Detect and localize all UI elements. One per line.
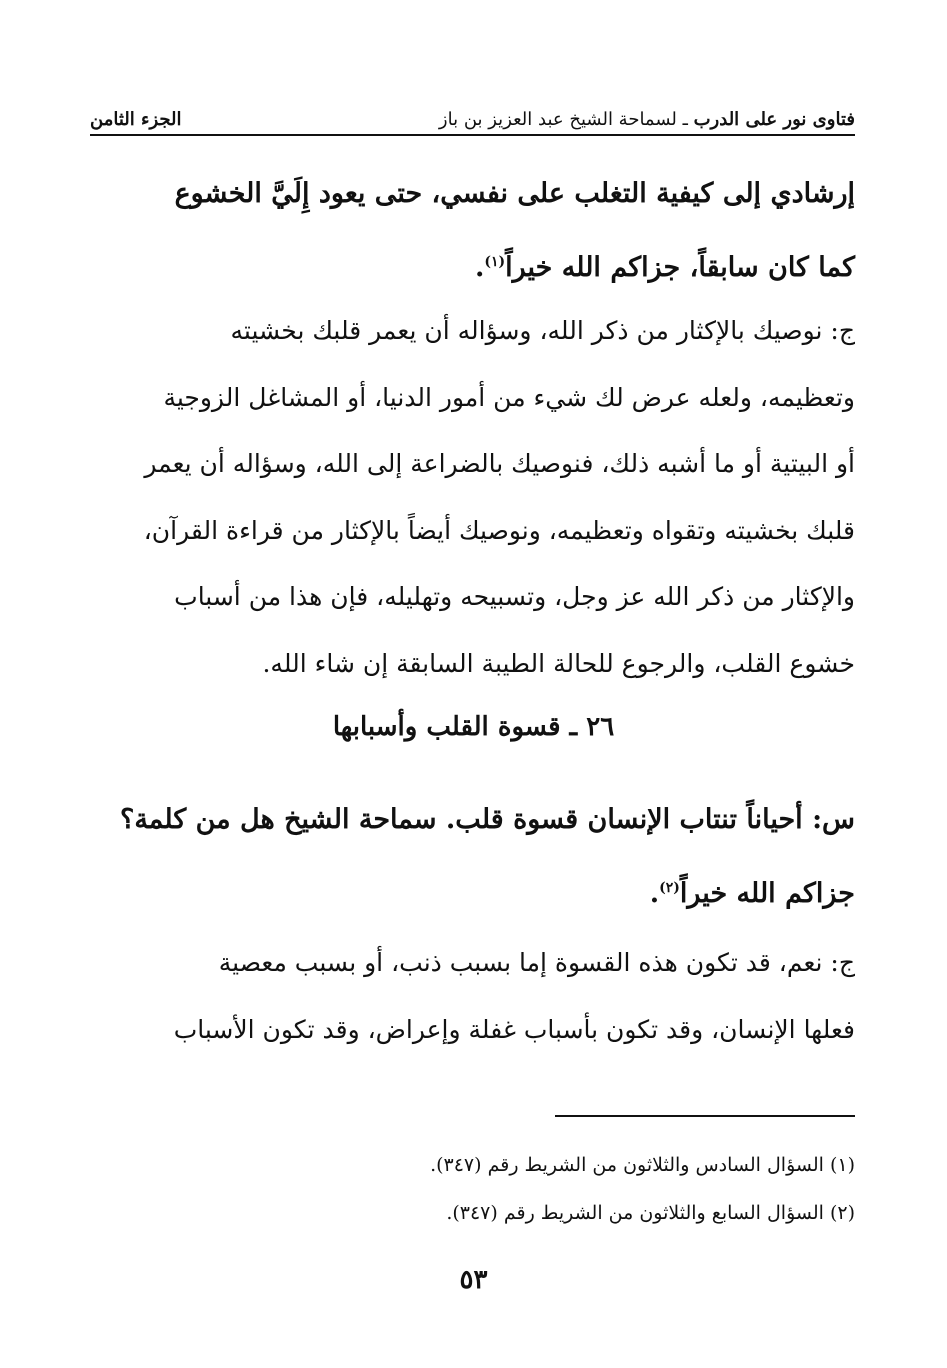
answer-1-line: أو البيتية أو ما أشبه ذلك، فنوصيك بالضراعة إلى الله، وسؤاله أن يعمر	[144, 449, 855, 478]
answer-1-line: قلبك بخشيته وتقواه وتعظيمه، ونوصيك أيضاً بالإكثار من قراءة القرآن،	[143, 515, 855, 545]
question-2-line: جزاكم الله خيراً$^{(٢)}$.	[649, 878, 855, 909]
answer-1-line: خشوع القلب، والرجوع للحالة الطيبة السابقة إن شاء الله.	[262, 648, 855, 678]
running-header	[90, 104, 855, 136]
footnote-ref-2: (٢)	[659, 880, 680, 896]
question-1	[88, 160, 855, 302]
footnote-1: (١) السؤال السادس والثلاثون من الشريط رقم (٣٤٧).	[430, 1154, 855, 1176]
footnote-separator	[555, 1115, 855, 1117]
header-part: الجزء الثامن	[90, 108, 182, 130]
answer-1-line: والإكثار من ذكر الله عز وجل، وتسبيحه وتهليله، فإن هذا من أسباب	[174, 582, 855, 611]
answer-1	[88, 298, 855, 697]
header-left: فتاوى نور على الدرب ـ لسماحة الشيخ عبد العزيز بن باز	[438, 108, 855, 130]
answer-1-line: وتعظيمه، ولعله عرض لك شيء من أمور الدنيا، أو المشاغل الزوجية	[163, 382, 855, 412]
answer-2-line: ج: نعم، قد تكون هذه القسوة إما بسبب ذنب، أو بسبب معصية	[218, 948, 855, 977]
question-2	[88, 786, 855, 928]
footnote-ref-1: (١)	[484, 254, 506, 270]
answer-2-line: فعلها الإنسان، وقد تكون بأسباب غفلة وإعراض، وقد تكون الأسباب	[173, 1014, 855, 1044]
page-number: ٥٣	[459, 1265, 488, 1295]
question-1-line: كما كان سابقاً، جزاكم الله خيراً$^{(١)}$.	[474, 252, 855, 283]
footnote-2: (٢) السؤال السابع والثلاثون من الشريط رقم (٣٤٧).	[446, 1202, 855, 1224]
answer-2	[88, 930, 855, 1063]
question-1-line: إرشادي إلى كيفية التغلب على نفسي، حتى يعود إِلَيَّ الخشوع	[174, 178, 855, 209]
answer-1-line: ج: نوصيك بالإكثار من ذكر الله، وسؤاله أن يعمر قلبك بخشيته	[230, 316, 855, 345]
question-2-line: س: أحياناً تنتاب الإنسان قسوة قلب. سماحة الشيخ هل من كلمة؟	[119, 804, 855, 835]
header-book-title: فتاوى نور على الدرب	[693, 108, 855, 130]
header-author: لسماحة الشيخ عبد العزيز بن باز	[438, 108, 677, 130]
section-title: ٢٦ ـ قسوة القلب وأسبابها	[332, 712, 615, 742]
